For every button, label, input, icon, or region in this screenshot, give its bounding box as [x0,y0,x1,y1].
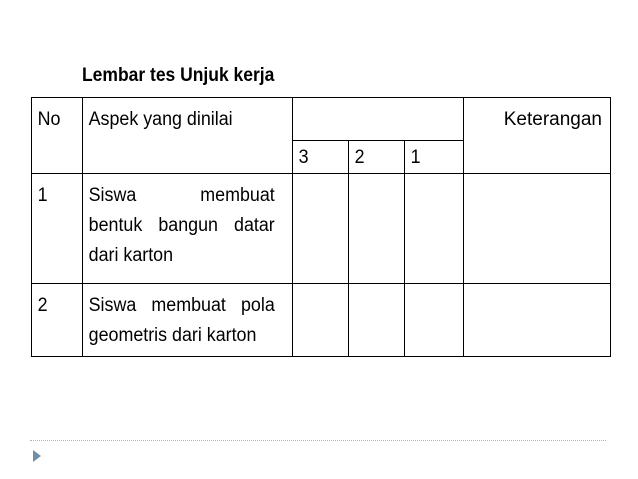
table-row [32,284,611,357]
row1-word: membuat [200,185,275,206]
table-row [32,174,611,284]
row2-line1 [89,291,275,321]
header-keterangan: Keterangan [503,109,602,130]
row1-word: Siswa [88,185,137,206]
row2-score-2 [349,284,405,357]
row1-aspek-cell [83,174,293,284]
score-2: 2 [354,147,365,168]
row2-score-3 [293,284,349,357]
row1-score-1 [405,174,464,284]
score-3-cell [293,141,349,174]
assessment-table [31,97,611,357]
score-1: 1 [410,147,421,168]
footer-divider [30,440,606,441]
row1-keterangan [464,174,611,284]
row2-no-cell [32,284,83,357]
row1-score-2 [349,174,405,284]
score-1-cell [405,141,464,174]
row2-keterangan [464,284,611,357]
header-no: No [37,109,61,130]
row1-line1 [89,181,275,211]
row1-word: bentuk [88,215,143,236]
triangle-right-icon [33,450,41,462]
header-aspek-cell [83,98,293,174]
row2-no: 2 [37,295,48,316]
row2-aspek-cell [83,284,293,357]
row1-word: bangun [158,215,218,236]
row1-aspek [83,174,279,271]
row2-word: membuat [151,295,226,316]
row1-line3: dari karton [88,245,174,266]
page-title: Lembar tes Unjuk kerja [82,65,275,86]
row1-score-3 [293,174,349,284]
row1-word: datar [234,215,275,236]
row2-word: Siswa [88,295,137,316]
table-header-row [32,98,611,141]
header-aspek: Aspek yang dinilai [88,109,233,130]
row2-line2: geometris dari karton [88,325,257,346]
row1-no-cell [32,174,83,284]
header-score-group-cell [293,98,464,141]
score-3: 3 [298,147,309,168]
row2-word: pola [240,295,275,316]
score-2-cell [349,141,405,174]
header-no-cell [32,98,83,174]
header-keterangan-cell [464,98,611,174]
row1-no: 1 [37,185,48,206]
row1-line2 [89,211,275,241]
row2-score-1 [405,284,464,357]
row2-aspek [83,284,279,351]
